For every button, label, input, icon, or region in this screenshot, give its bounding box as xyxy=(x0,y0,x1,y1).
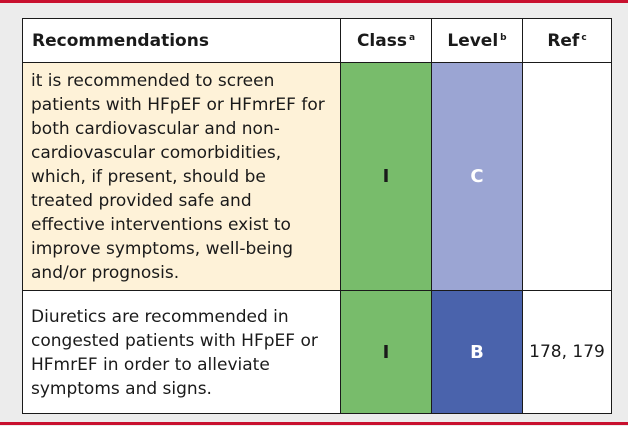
ref-footnote-marker: c xyxy=(581,32,587,43)
table-row xyxy=(23,291,612,414)
level-footnote-marker: b xyxy=(500,32,507,43)
bottom-rule xyxy=(0,422,628,425)
class-cell: I xyxy=(341,291,432,414)
header-level: Level $^b$ xyxy=(432,19,523,63)
header-recommendations: Recommendations xyxy=(23,19,341,63)
header-ref: Ref $^c$ xyxy=(523,19,612,63)
ref-cell: 178, 179 xyxy=(523,291,612,414)
recommendation-text: Diuretics are recommended in congested patients with HFpEF or HFmrEF in order to alleviate symptoms and signs. xyxy=(23,291,341,414)
recommendations-table xyxy=(22,18,612,414)
table-row xyxy=(23,63,612,291)
level-cell: B xyxy=(432,291,523,414)
class-cell: I xyxy=(341,63,432,291)
header-class: Class $^a$ xyxy=(341,19,432,63)
recommendation-text: it is recommended to screen patients with HFpEF or HFmrEF for both cardiovascular and non-cardiovascular comorbidities, which, if present, should be treated provided safe and effective interventions exist to improve symptoms, well-being and/or prognosis. xyxy=(23,63,341,291)
top-rule xyxy=(0,0,628,3)
level-cell: C xyxy=(432,63,523,291)
table-header-row xyxy=(23,19,612,63)
class-footnote-marker: a xyxy=(408,32,416,43)
ref-cell xyxy=(523,63,612,291)
